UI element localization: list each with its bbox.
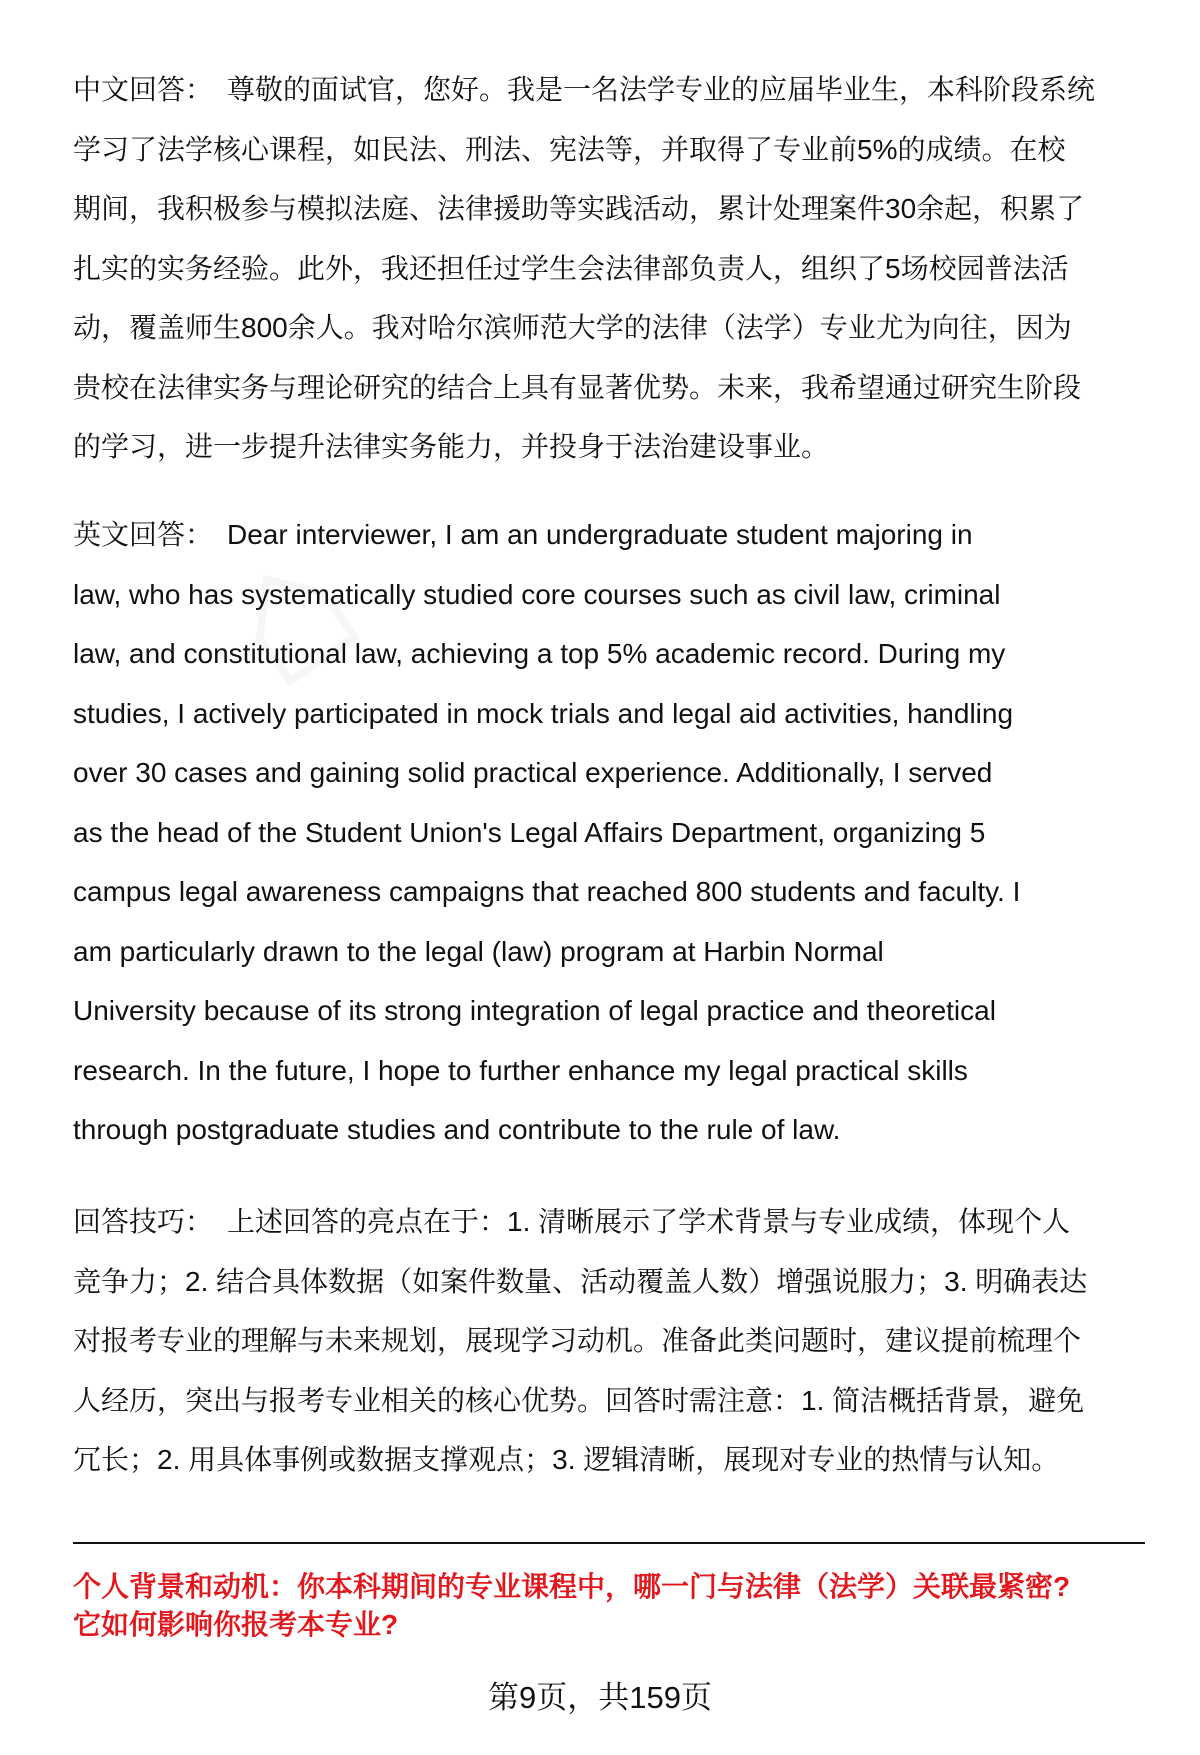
section-label: 中文回答： [73, 74, 214, 105]
line-text: 学习了法学核心课程，如民法、刑法、宪法等，并取得了专业前5%的成绩。在校 [73, 133, 1066, 165]
text-line [73, 1371, 1153, 1431]
text-line [73, 179, 1153, 239]
page-number: 第9页，共159页 [488, 1680, 712, 1715]
line-text: 扎实的实务经验。此外，我还担任过学生会法律部负责人，组织了5场校园普法活 [73, 252, 1069, 284]
divider [73, 1542, 1145, 1544]
line-text: 的学习，进一步提升法律实务能力，并投身于法治建设事业。 [73, 431, 830, 462]
line-text: am particularly drawn to the legal (law) program at Harbin Normal [73, 935, 884, 967]
line-text: 贵校在法律实务与理论研究的结合上具有显著优势。未来，我希望通过研究生阶段 [73, 371, 1082, 403]
line-text: campus legal awareness campaigns that reached 800 students and faculty. I [73, 876, 1021, 907]
text-line [73, 743, 1153, 803]
line-text: 人经历，突出与报考专业相关的核心优势。回答时需注意：1. 简洁概括背景，避免 [73, 1384, 1085, 1416]
text-line [73, 505, 1153, 565]
english-answer [73, 505, 1153, 1160]
text-line [73, 1311, 1153, 1371]
line-text: University because of its strong integration of legal practice and theoretical [73, 995, 996, 1026]
text-line [73, 1568, 1153, 1606]
text-line [73, 624, 1153, 684]
text-line [73, 1430, 1153, 1490]
line-text: as the head of the Student Union's Legal Affairs Department, organizing 5 [73, 816, 986, 848]
text-line [73, 120, 1153, 180]
next-question [73, 1568, 1153, 1644]
answer-tips [73, 1192, 1153, 1490]
text-line [73, 1041, 1153, 1101]
text-line [73, 239, 1153, 299]
text-line [73, 298, 1153, 358]
text-line [73, 358, 1153, 418]
section-label: 回答技巧： [73, 1206, 214, 1237]
line-text: 对报考专业的理解与未来规划，展现学习动机。准备此类问题时，建议提前梳理个 [73, 1325, 1082, 1356]
line-text: 竞争力；2. 结合具体数据（如案件数量、活动覆盖人数）增强说服力；3. 明确表达 [73, 1265, 1088, 1297]
text-line [73, 60, 1153, 120]
line-text: through postgraduate studies and contribute to the rule of law. [73, 1114, 841, 1145]
text-line [73, 1100, 1153, 1160]
text-line [73, 981, 1153, 1041]
text-line [73, 803, 1153, 863]
text-line [73, 862, 1153, 922]
text-line [73, 1606, 1153, 1644]
line-text: law, and constitutional law, achieving a top 5% academic record. During my [73, 638, 1006, 669]
line-text: 冗长；2. 用具体事例或数据支撑观点；3. 逻辑清晰，展现对专业的热情与认知。 [73, 1444, 1060, 1475]
line-text: over 30 cases and gaining solid practical experience. Additionally, I served [73, 757, 993, 788]
text-line [73, 684, 1153, 744]
line-text: 个人背景和动机：你本科期间的专业课程中，哪一门与法律（法学）关联最紧密? [73, 1571, 1071, 1602]
text-line [73, 1252, 1153, 1312]
text-line [73, 417, 1153, 477]
line-text: studies, I actively participated in mock trials and legal aid activities, handling [73, 697, 1014, 729]
line-text: law, who has systematically studied core courses such as civil law, criminal [73, 578, 1001, 610]
text-line [73, 1192, 1153, 1252]
line-text: Dear interviewer, I am an undergraduate student majoring in [227, 519, 973, 550]
text-line [73, 565, 1153, 625]
line-text: 它如何影响你报考本专业? [73, 1609, 399, 1640]
line-text: 尊敬的面试官，您好。我是一名法学专业的应届毕业生，本科阶段系统 [227, 74, 1096, 105]
line-text: 期间，我积极参与模拟法庭、法律援助等实践活动，累计处理案件30余起，积累了 [73, 193, 1085, 224]
text-line [73, 922, 1153, 982]
line-text: 动，覆盖师生800余人。我对哈尔滨师范大学的法律（法学）专业尤为向往，因为 [73, 312, 1072, 343]
chinese-answer [73, 60, 1153, 477]
line-text: research. In the future, I hope to further enhance my legal practical skills [73, 1054, 968, 1086]
line-text: 上述回答的亮点在于：1. 清晰展示了学术背景与专业成绩，体现个人 [227, 1206, 1071, 1237]
section-label: 英文回答： [73, 519, 214, 550]
